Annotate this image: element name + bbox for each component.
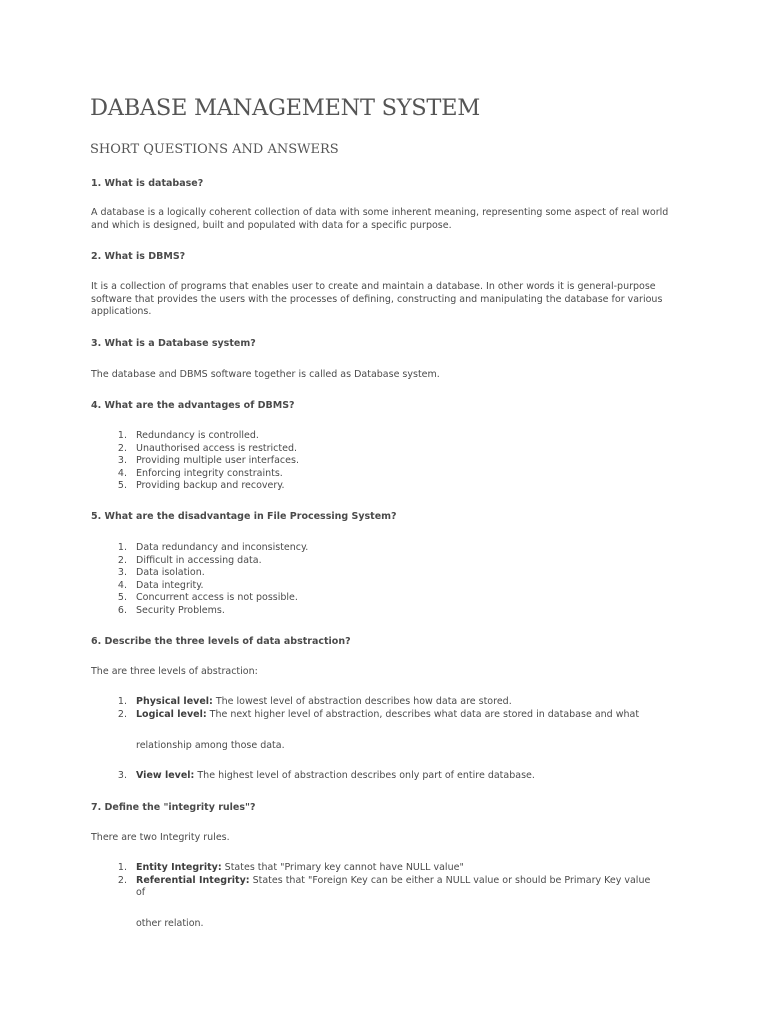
page-subtitle: SHORT QUESTIONS AND ANSWERS <box>90 142 339 157</box>
answer-6-intro: The are three levels of abstraction: <box>91 666 258 677</box>
list-term: View level: <box>136 770 195 781</box>
answer-3: The database and DBMS software together is called as Database system. <box>91 369 440 380</box>
list-number: 4 . <box>113 580 127 593</box>
list-term: Entity Integrity: <box>136 862 222 873</box>
list-item <box>91 430 686 443</box>
list-text: Data redundancy and inconsistency. <box>136 542 309 553</box>
list-item <box>91 696 686 709</box>
answer-2: It is a collection of programs that enables user to create and maintain a database. In other words it is general-purpose software that provides the users with the processes of defining, constructing and manipulating the database for various applications. <box>91 281 663 318</box>
page-title: DABASE MANAGEMENT SYSTEM <box>90 95 480 121</box>
question-1: 1. What is database? <box>91 178 204 189</box>
list-number: 1 . <box>113 696 127 709</box>
list-text: Concurrent access is not possible. <box>136 592 298 604</box>
list-number: 2 . <box>113 555 127 568</box>
list-text: The lowest level of abstraction describes how data are stored. <box>212 696 512 707</box>
integrity-rules-list <box>91 862 686 900</box>
list-item <box>91 605 686 618</box>
list-text: The next higher level of abstraction, describes what data are stored in database and what <box>206 708 640 720</box>
list-text: Unauthorised access is restricted. <box>136 442 298 454</box>
list-item <box>91 862 686 875</box>
list-item <box>91 455 686 468</box>
abstraction-levels-list-cont <box>91 770 686 783</box>
abstraction-levels-list <box>91 696 686 721</box>
question-7: 7. Define the "integrity rules"? <box>91 802 256 813</box>
list-number: 3 . <box>113 455 127 468</box>
list-text: States that "Foreign Key can be either a NULL value or should be Primary Key value of <box>136 874 651 899</box>
answer-1: A database is a logically coherent collection of data with some inherent meaning, representing some aspect of real world and which is designed, built and populated with data for a specific purpose. <box>91 207 669 231</box>
list-text: Data isolation. <box>136 567 205 579</box>
list-text: Providing backup and recovery. <box>136 480 285 492</box>
list-number: 1 . <box>113 542 127 555</box>
question-3: 3. What is a Database system? <box>91 338 256 349</box>
list-text: Difficult in accessing data. <box>136 554 262 566</box>
list-number: 3 . <box>113 770 127 783</box>
list-term: Referential Integrity: <box>136 874 250 886</box>
list-text: Redundancy is controlled. <box>136 430 259 441</box>
list-continuation: relationship among those data. <box>136 740 285 751</box>
advantages-list <box>91 430 686 493</box>
question-5: 5. What are the disadvantage in File Processing System? <box>91 511 397 522</box>
question-4: 4. What are the advantages of DBMS? <box>91 400 295 411</box>
list-number: 2 . <box>113 875 127 888</box>
list-text: The highest level of abstraction describes only part of entire database. <box>194 770 535 781</box>
list-continuation: other relation. <box>136 918 204 929</box>
list-number: 4 . <box>113 468 127 481</box>
list-number: 2 . <box>113 709 127 722</box>
list-text: Enforcing integrity constraints. <box>136 467 283 479</box>
list-text: Providing multiple user interfaces. <box>136 455 299 467</box>
list-text: Data integrity. <box>136 579 204 591</box>
list-item <box>91 480 686 493</box>
list-text: States that "Primary key cannot have NULL value" <box>221 862 464 873</box>
answer-7-intro: There are two Integrity rules. <box>91 832 230 843</box>
question-6: 6. Describe the three levels of data abstraction? <box>91 636 351 647</box>
list-number: 6 . <box>113 605 127 618</box>
list-item <box>91 555 686 568</box>
list-item <box>91 770 686 783</box>
list-number: 3 . <box>113 567 127 580</box>
question-2: 2. What is DBMS? <box>91 251 186 262</box>
list-item <box>91 875 661 900</box>
list-number: 5 . <box>113 592 127 605</box>
list-term: Logical level: <box>136 708 207 720</box>
list-item <box>91 592 686 605</box>
list-item <box>91 567 686 580</box>
list-item <box>91 709 686 722</box>
list-item <box>91 468 686 481</box>
list-number: 1 . <box>113 862 127 875</box>
list-item <box>91 580 686 593</box>
list-number: 5 . <box>113 480 127 493</box>
list-item <box>91 443 686 456</box>
list-text: Security Problems. <box>136 604 225 616</box>
list-number: 2 . <box>113 443 127 456</box>
list-item <box>91 542 686 555</box>
list-number: 1 . <box>113 430 127 443</box>
disadvantages-list <box>91 542 686 618</box>
list-term: Physical level: <box>136 696 213 707</box>
